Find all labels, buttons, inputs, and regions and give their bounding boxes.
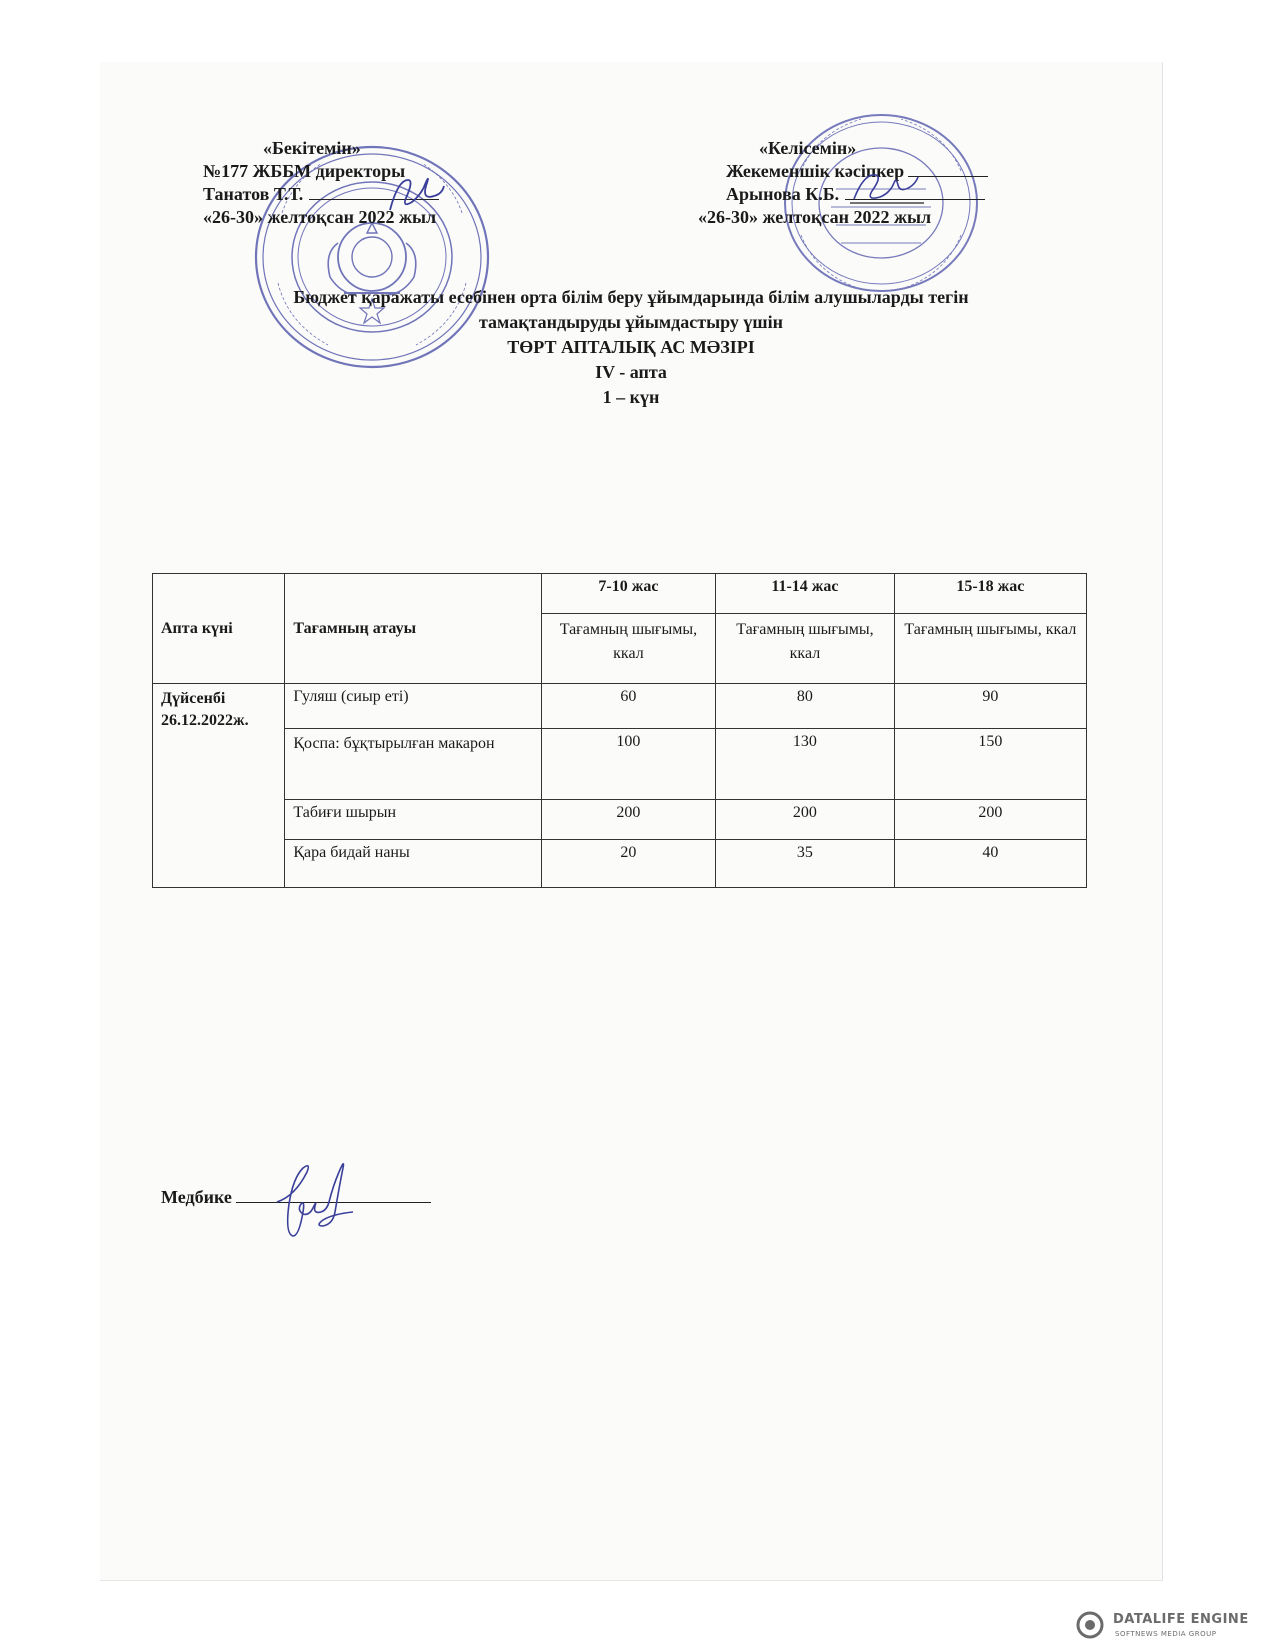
header-age-7-10: 7-10 жас [541, 574, 715, 614]
table-header-row [153, 574, 1087, 614]
director-signature [380, 170, 450, 220]
kcal-15-18: 40 [894, 840, 1086, 888]
approval-block-director [203, 137, 523, 237]
watermark-sub: SOFTNEWS MEDIA GROUP [1115, 1630, 1217, 1638]
table-row [153, 800, 1087, 840]
dish-name: Табиғи шырын [285, 800, 541, 840]
day-cell [153, 684, 285, 888]
kcal-7-10: 20 [541, 840, 715, 888]
dish-name: Гуляш (сиыр еті) [285, 684, 541, 729]
week-label: IV - апта [595, 362, 667, 382]
kcal-15-18: 200 [894, 800, 1086, 840]
kcal-7-10: 100 [541, 729, 715, 800]
header-age-15-18: 15-18 жас [894, 574, 1086, 614]
approve-date: «26-30» желтоқсан 2022 жыл [203, 207, 437, 227]
title-line-3: ТӨРТ АПТАЛЫҚ АС МӘЗІРІ [507, 337, 755, 357]
dish-name: Қоспа: бұқтырылған макарон [285, 729, 541, 800]
datalife-logo-icon [1075, 1610, 1105, 1640]
title-line-1: Бюджет қаражаты есебінен орта білім беру ұйымдарында білім алушыларды тегін [293, 287, 969, 307]
approver-name: Танатов Т.Т. [203, 183, 439, 206]
kcal-7-10: 60 [541, 684, 715, 729]
header-yield-1: Тағамның шығымы, ккал [541, 614, 715, 684]
table-row [153, 840, 1087, 888]
menu-table [152, 573, 1087, 888]
kcal-11-14: 130 [716, 729, 895, 800]
kcal-11-14: 35 [716, 840, 895, 888]
kcal-7-10: 200 [541, 800, 715, 840]
table-row [153, 684, 1087, 729]
agreer-name: Арынова К.Б. [726, 183, 985, 206]
nurse-label: Медбике [161, 1187, 232, 1207]
kcal-15-18: 150 [894, 729, 1086, 800]
entrepreneur-signature [848, 165, 928, 210]
agree-date: «26-30» желтоқсан 2022 жыл [698, 207, 932, 227]
nurse-signature [265, 1140, 375, 1245]
document-title [100, 285, 1162, 410]
approve-heading: «Бекітемін» [263, 138, 361, 158]
day-date: 26.12.2022ж. [161, 712, 249, 729]
kcal-11-14: 80 [716, 684, 895, 729]
header-yield-2: Тағамның шығымы, ккал [716, 614, 895, 684]
agreer-position: Жекеменшік кәсіпкер [726, 160, 988, 183]
table-row [153, 729, 1087, 800]
approver-position: №177 ЖББМ директоры [203, 161, 406, 181]
header-yield-3: Тағамның шығымы, ккал [894, 614, 1086, 684]
watermark-brand: DATALIFE ENGINE [1113, 1612, 1249, 1627]
kcal-15-18: 90 [894, 684, 1086, 729]
kcal-11-14: 200 [716, 800, 895, 840]
header-age-11-14: 11-14 жас [716, 574, 895, 614]
day-name: Дүйсенбі [161, 690, 226, 707]
day-label: 1 – күн [602, 387, 660, 407]
dish-name: Қара бидай наны [285, 840, 541, 888]
agree-heading: «Келісемін» [759, 138, 857, 158]
header-day: Апта күні [153, 574, 285, 684]
title-line-2: тамақтандыруды ұйымдастыру үшін [479, 312, 783, 332]
header-dish: Тағамның атауы [285, 574, 541, 684]
